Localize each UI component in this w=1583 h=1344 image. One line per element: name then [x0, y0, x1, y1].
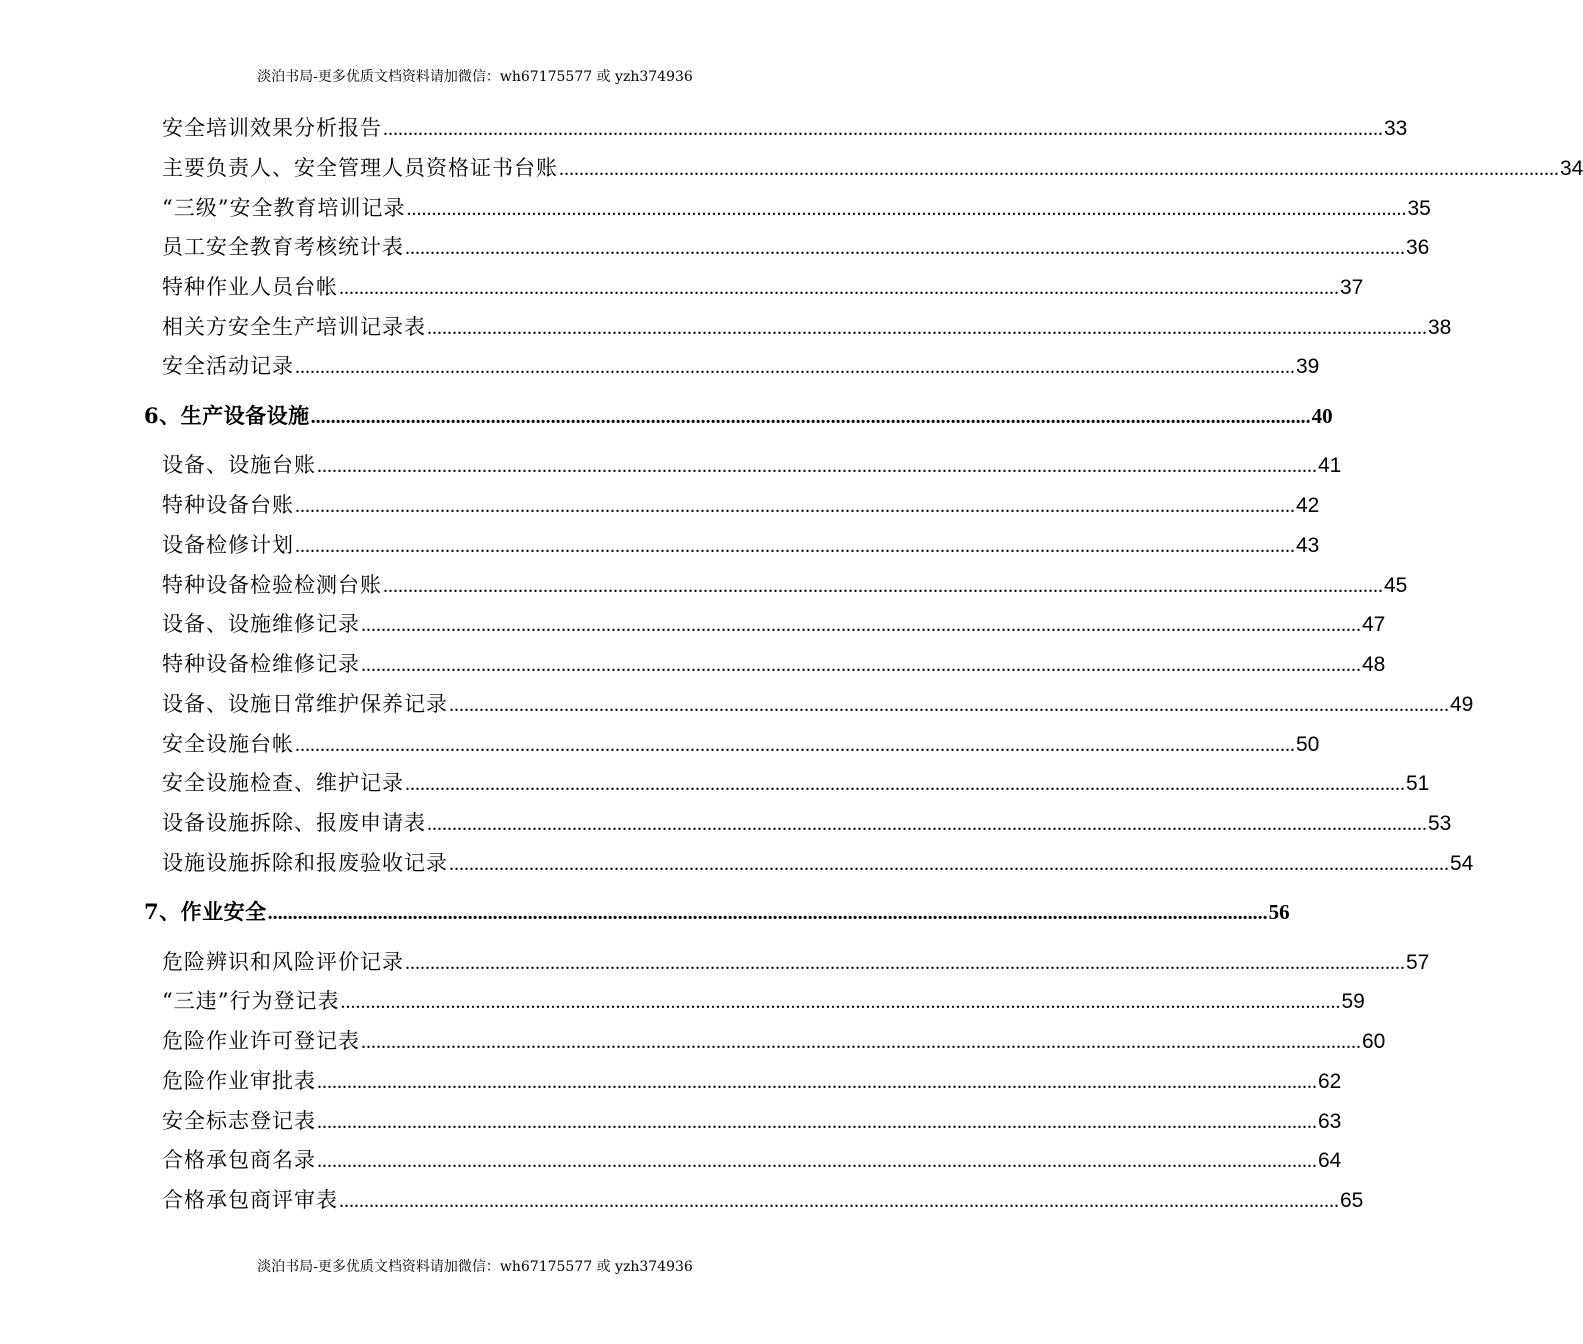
toc-page-number: 64	[1318, 1149, 1342, 1172]
toc-page-number: 53	[1428, 812, 1452, 835]
toc-entry-title: 7、作业安全	[144, 899, 267, 924]
toc-page-number: 39	[1296, 355, 1320, 378]
toc-entry-title: 特种设备检维修记录	[162, 652, 360, 676]
toc-entry-title: 设备检修计划	[162, 533, 294, 557]
toc-page-number: 41	[1318, 454, 1342, 477]
toc-leader-dots: ........................................................................................................................................................................................................	[405, 773, 1405, 795]
toc-entry[interactable]	[162, 351, 1320, 381]
toc-page-number: 42	[1296, 494, 1320, 517]
toc-entry[interactable]	[162, 1026, 1386, 1056]
toc-leader-dots: ........................................................................................................................................................................................................	[449, 694, 1449, 716]
toc-entry[interactable]	[162, 986, 1365, 1016]
page-header: 淡泊书局-更多优质文档资料请加微信：wh67175577 或 yzh374936	[257, 69, 693, 85]
toc-entry[interactable]	[162, 947, 1430, 977]
toc-entry-title: 合格承包商名录	[162, 1148, 316, 1172]
toc-entry-title: 设备、设施维修记录	[162, 612, 360, 636]
toc-entry[interactable]	[162, 490, 1320, 520]
toc-leader-dots: ........................................................................................................................................................................................................	[339, 1190, 1339, 1212]
toc-leader-dots: ........................................................................................................................................................................................................	[339, 277, 1339, 299]
toc-entry[interactable]	[162, 768, 1430, 798]
toc-entry-title: “三违”行为登记表	[162, 989, 340, 1013]
toc-page-number: 49	[1450, 693, 1474, 716]
toc-entry[interactable]	[162, 689, 1474, 719]
toc-entry-title: 合格承包商评审表	[162, 1188, 338, 1212]
toc-entry[interactable]	[162, 1185, 1364, 1215]
toc-entry-title: 危险作业许可登记表	[162, 1029, 360, 1053]
toc-entry-title: 特种设备台账	[162, 493, 294, 517]
toc-leader-dots: ........................................................................................................................................................................................................	[383, 118, 1383, 140]
toc-page-number: 51	[1406, 772, 1430, 795]
toc-leader-dots: ........................................................................................................................................................................................................	[295, 734, 1295, 756]
page-footer: 淡泊书局-更多优质文档资料请加微信：wh67175577 或 yzh374936	[257, 1259, 693, 1275]
toc-page-number: 34	[1560, 157, 1583, 180]
toc-entry[interactable]	[162, 649, 1386, 679]
toc-leader-dots: ........................................................................................................................................................................................................	[340, 991, 1341, 1013]
toc-page-number: 45	[1384, 574, 1408, 597]
toc-page-number: 50	[1296, 733, 1320, 756]
toc-entry-title: 安全设施检查、维护记录	[162, 771, 404, 795]
toc-entry[interactable]	[162, 729, 1320, 759]
toc-entry[interactable]	[162, 808, 1452, 838]
toc-page-number: 47	[1362, 613, 1386, 636]
toc-entry-title: 相关方安全生产培训记录表	[162, 315, 426, 339]
toc-entry-title: 设备、设施日常维护保养记录	[162, 692, 448, 716]
toc-entry-title: 6、生产设备设施	[144, 403, 310, 428]
toc-entry-title: 设备、设施台账	[162, 453, 316, 477]
toc-entry-title: “三级”安全教育培训记录	[162, 196, 406, 220]
toc-entry[interactable]	[162, 570, 1408, 600]
toc-entry[interactable]	[162, 232, 1430, 262]
toc-entry[interactable]	[162, 272, 1364, 302]
toc-page-number: 48	[1362, 653, 1386, 676]
toc-entry[interactable]	[162, 450, 1342, 480]
toc-entry-title: 设施设施拆除和报废验收记录	[162, 851, 448, 875]
toc-leader-dots: ........................................................................................................................................................................................................	[295, 356, 1295, 378]
toc-leader-dots: ........................................................................................................................................................................................................	[310, 406, 1311, 428]
toc-leader-dots: ........................................................................................................................................................................................................	[406, 198, 1407, 220]
toc-entry-title: 特种设备检验检测台账	[162, 573, 382, 597]
toc-leader-dots: ........................................................................................................................................................................................................	[559, 158, 1559, 180]
toc-leader-dots: ........................................................................................................................................................................................................	[295, 495, 1295, 517]
toc-page-number: 59	[1341, 990, 1365, 1013]
toc-entry[interactable]	[162, 530, 1320, 560]
toc-leader-dots: ........................................................................................................................................................................................................	[317, 455, 1317, 477]
toc-entry-title: 主要负责人、安全管理人员资格证书台账	[162, 156, 558, 180]
toc-leader-dots: ........................................................................................................................................................................................................	[427, 317, 1427, 339]
toc-entry-title: 安全设施台帐	[162, 732, 294, 756]
toc-page-number: 57	[1406, 951, 1430, 974]
toc-entry[interactable]	[162, 1145, 1342, 1175]
toc-entry-title: 安全标志登记表	[162, 1109, 316, 1133]
toc-page-number: 35	[1407, 197, 1431, 220]
toc-leader-dots: ........................................................................................................................................................................................................	[267, 902, 1268, 924]
toc-entry-title: 特种作业人员台帐	[162, 275, 338, 299]
toc-leader-dots: ........................................................................................................................................................................................................	[405, 237, 1405, 259]
toc-entry-title: 安全培训效果分析报告	[162, 116, 382, 140]
toc-leader-dots: ........................................................................................................................................................................................................	[383, 575, 1383, 597]
toc-entry[interactable]	[162, 609, 1386, 639]
toc-entry-title: 危险作业审批表	[162, 1069, 316, 1093]
toc-section-heading[interactable]	[144, 897, 1290, 927]
toc-entry-title: 危险辨识和风险评价记录	[162, 950, 404, 974]
toc-entry-title: 安全活动记录	[162, 354, 294, 378]
toc-leader-dots: ........................................................................................................................................................................................................	[449, 853, 1449, 875]
toc-entry-title: 员工安全教育考核统计表	[162, 235, 404, 259]
toc-page-number: 36	[1406, 236, 1430, 259]
toc-leader-dots: ........................................................................................................................................................................................................	[361, 1031, 1361, 1053]
toc-page-number: 65	[1340, 1189, 1364, 1212]
toc-page-number: 63	[1318, 1110, 1342, 1133]
toc-entry[interactable]	[162, 1106, 1342, 1136]
toc-leader-dots: ........................................................................................................................................................................................................	[361, 654, 1361, 676]
toc-page-number: 60	[1362, 1030, 1386, 1053]
toc-entry[interactable]	[162, 312, 1452, 342]
toc-leader-dots: ........................................................................................................................................................................................................	[361, 614, 1361, 636]
toc-entry[interactable]	[162, 193, 1431, 223]
toc-leader-dots: ........................................................................................................................................................................................................	[295, 535, 1295, 557]
toc-entry[interactable]	[162, 848, 1474, 878]
toc-page-number: 37	[1340, 276, 1364, 299]
toc-leader-dots: ........................................................................................................................................................................................................	[405, 952, 1405, 974]
toc-page-number: 33	[1384, 117, 1408, 140]
toc-entry[interactable]	[162, 113, 1408, 143]
toc-page-number: 56	[1268, 900, 1290, 924]
toc-page-number: 40	[1311, 404, 1333, 428]
toc-entry[interactable]	[162, 153, 1583, 183]
toc-page-number: 62	[1318, 1070, 1342, 1093]
toc-leader-dots: ........................................................................................................................................................................................................	[427, 813, 1427, 835]
toc-page-number: 54	[1450, 852, 1474, 875]
toc-page-number: 43	[1296, 534, 1320, 557]
toc-leader-dots: ........................................................................................................................................................................................................	[317, 1150, 1317, 1172]
toc-leader-dots: ........................................................................................................................................................................................................	[317, 1111, 1317, 1133]
toc-section-heading[interactable]	[144, 401, 1333, 431]
toc-page-number: 38	[1428, 316, 1452, 339]
toc-entry[interactable]	[162, 1066, 1342, 1096]
toc-entry-title: 设备设施拆除、报废申请表	[162, 811, 426, 835]
toc-leader-dots: ........................................................................................................................................................................................................	[317, 1071, 1317, 1093]
